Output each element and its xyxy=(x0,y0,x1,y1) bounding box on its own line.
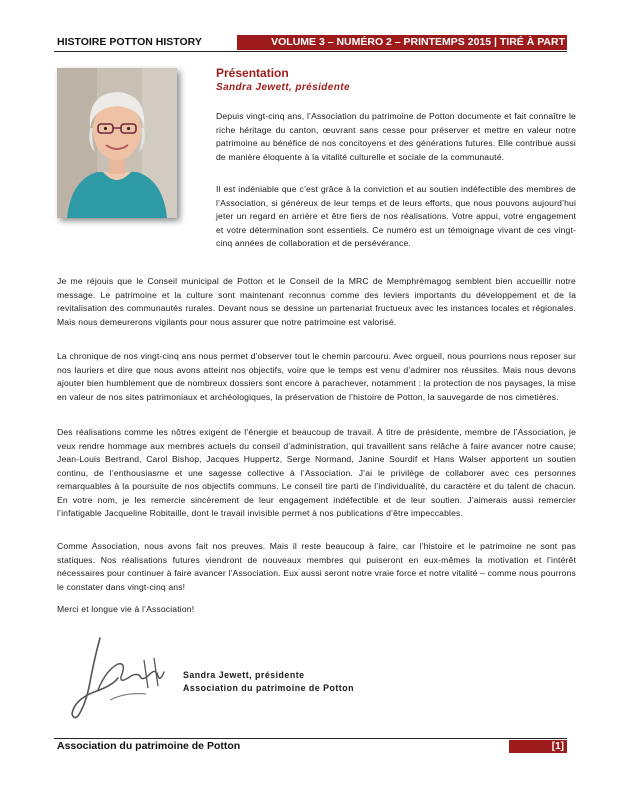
paragraph: Depuis vingt-cinq ans, l’Association du patrimoine de Potton documente et fait connaître le riche héritage du canton, œuvrant sans cesse pour préserver et mettre en valeur notre patrimoine au bénéfice de nos concitoyens et des générations futures. Elle contribue aussi de manière éloquente à la vitalité culturelle et sociale de la communauté. xyxy=(216,111,576,162)
footer-organization: Association du patrimoine de Potton xyxy=(57,740,241,752)
handwritten-signature xyxy=(60,630,175,725)
paragraph: Je me réjouis que le Conseil municipal de Potton et le Conseil de la MRC de Memphrémagog semblent bien accueillir notre message. Le patrimoine et la culture sont maintenant reconnus comme des leviers importants du développement et de la revitalisation des communautés rurales. Devant nous se dessine un partenariat fructueux avec les instances locales et régionales. Mais nous demeurerons vigilants pour nous assurer que notre patrimoine est valorisé. xyxy=(57,276,576,327)
signatory-name: Sandra Jewett, présidente xyxy=(183,670,305,680)
section-title: Présentation xyxy=(216,66,289,80)
president-portrait xyxy=(57,68,177,218)
closing-line: Merci et longue vie à l’Association! xyxy=(57,604,195,614)
issue-banner: VOLUME 3 – NUMÉRO 2 – PRINTEMPS 2015 | TIRÉ À PART xyxy=(237,35,567,50)
signatory-organization: Association du patrimoine de Potton xyxy=(183,683,354,693)
paragraph: Des réalisations comme les nôtres exigent de l’énergie et beaucoup de travail. À titre de présidente, membre de l’Association, je veux rendre hommage aux membres actuels du conseil d’administration, qui travaillent sans relâche à faire avancer notre cause; Jean-Louis Bertrand, Carol Bishop, Jacques Huppertz, Serge Normand, Janine Sourdif et Hans Walser apportent un soutien continu, de l’enthousiasme et une sagesse collective à l’Association. J’ai le privilège de collaborer avec ces personnes remarquables à la poursuite de nos objectifs communs. Le conseil tire parti de l’individualité, du caractère et du talent de chacun. En votre nom, je les remercie sincèrement de leur engagement indéfectible et de leur soutien. J’aimerais aussi remercier l’infatigable Jacqueline Robitaille, dont le travail invisible permet à nos publications d’être impeccables. xyxy=(57,427,576,518)
paragraph: Il est indéniable que c’est grâce à la conviction et au soutien indéfectible des membres de l’Association, si généreux de leur temps et de leurs efforts, que nous pouvons aujourd’hui jeter un regard en arrière et être fiers de nos réalisations. Votre appui, votre engagement et votre détermination sont essentiels. Ce numéro est un témoignage vivant de ces vingt-cinq années de collaboration et de persévérance. xyxy=(216,184,576,248)
paragraph: Comme Association, nous avons fait nos preuves. Mais il reste beaucoup à faire, car l’histoire et le patrimoine ne sont pas statiques. Nos réalisations futures viendront de nouveaux membres qui puiseront en eux-mêmes la motivation et l’intérêt nécessaires pour continuer à faire avancer l’Association. Eux aussi seront notre vraie force et notre vitalité – comme nous pourrons le constater dans vingt-cinq ans! xyxy=(57,541,576,592)
page-number: [1] xyxy=(509,740,567,753)
author-byline: Sandra Jewett, présidente xyxy=(216,82,350,93)
portrait-illustration xyxy=(57,68,177,218)
paragraph: La chronique de nos vingt-cinq ans nous permet d’observer tout le chemin parcouru. Avec orgueil, nous pourrions nous reposer sur nos lauriers et dire que nous avons atteint nos objectifs, voire que le temps est venu d’admirer nos réussites. Mais nous devons ajouter bien humblement que de nombreux dossiers sont encore à parachever, notamment : la protection de nos paysages, la mise en valeur de nos sites patrimoniaux et archéologiques, la préservation de l’histoire de Potton, la sauvegarde de nos cimetières. xyxy=(57,351,576,402)
page-footer xyxy=(54,738,567,753)
signature-drawing xyxy=(60,630,175,725)
page-header xyxy=(54,35,567,52)
publication-title: HISTOIRE POTTON HISTORY xyxy=(57,36,202,48)
